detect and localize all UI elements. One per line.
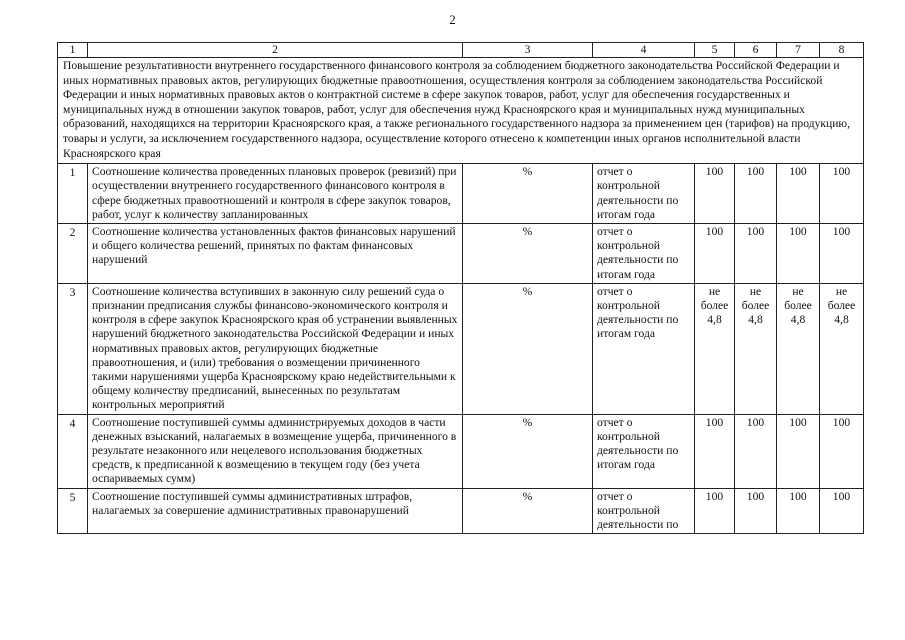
value-cell: 100 xyxy=(735,223,777,283)
value-cell: 100 xyxy=(695,488,735,534)
value-cell: 100 xyxy=(820,414,864,488)
row-number: 1 xyxy=(58,164,88,224)
source-cell: отчет о контрольной деятельности по итогам года xyxy=(593,223,695,283)
row-number: 2 xyxy=(58,223,88,283)
unit-cell: % xyxy=(463,414,593,488)
source-cell: отчет о контрольной деятельности по итогам года xyxy=(593,414,695,488)
table-row xyxy=(58,283,864,414)
source-cell: отчет о контрольной деятельности по xyxy=(593,488,695,534)
value-cell: 100 xyxy=(735,164,777,224)
value-cell: 100 xyxy=(695,414,735,488)
indicator-text: Соотношение количества проведенных плановых проверок (ревизий) при осуществлении внутреннего государственного финансового контроля в сфере бюджетных правоотношений и контроля в сфере закупок товаров, работ, услуг к количеству запланированных xyxy=(88,164,463,224)
table-row xyxy=(58,488,864,534)
value-cell: не более 4,8 xyxy=(735,283,777,414)
page-number: 2 xyxy=(449,12,456,27)
value-cell: не более 4,8 xyxy=(695,283,735,414)
section-title: Повышение результативности внутреннего государственного финансового контроля за соблюдением бюджетного законодательства Российской Федерации и иных нормативных правовых актов, регулирующих бюджетные правоотношения, осуществления контроля за соблюдением законодательства Российской Федерации и иных нормативных правовых актов о контрактной системе в сфере закупок товаров, работ, услуг для обеспечения государственных и муниципальных нужд в отношении закупок товаров, работ, услуг для обеспечения нужд Красноярского края и муниципальных нужд муниципальных образований, находящихся на территории Красноярского края, а также регионального государственного надзора за применением цен (тарифов) на продукцию, товары и услуги, за исключением государственного надзора, осуществление которого отнесено к компетенции иных органов исполнительной власти Красноярского края xyxy=(58,58,864,164)
row-number: 3 xyxy=(58,283,88,414)
value-cell: 100 xyxy=(695,223,735,283)
value-cell: 100 xyxy=(777,488,820,534)
row-number: 5 xyxy=(58,488,88,534)
table-row xyxy=(58,164,864,224)
unit-cell: % xyxy=(463,488,593,534)
value-cell: не более 4,8 xyxy=(777,283,820,414)
header-cell-7: 7 xyxy=(777,43,820,58)
value-cell: 100 xyxy=(820,488,864,534)
row-number: 4 xyxy=(58,414,88,488)
indicator-text: Соотношение поступившей суммы администрируемых доходов в части денежных взысканий, налагаемых в возмещение ущерба, причиненного в результате незаконного или нецелевого использования бюджетных средств, к предписанной к возмещению в текущем году (без учета оспариваемых сумм) xyxy=(88,414,463,488)
value-cell: 100 xyxy=(820,164,864,224)
indicators-table xyxy=(57,42,864,534)
value-cell: 100 xyxy=(820,223,864,283)
unit-cell: % xyxy=(463,164,593,224)
indicator-text: Соотношение количества установленных фактов финансовых нарушений и общего количества решений, принятых по фактам финансовых нарушений xyxy=(88,223,463,283)
header-cell-2: 2 xyxy=(88,43,463,58)
value-cell: 100 xyxy=(735,414,777,488)
value-cell: 100 xyxy=(777,414,820,488)
table-row xyxy=(58,223,864,283)
indicator-text: Соотношение поступившей суммы административных штрафов, налагаемых за совершение административных правонарушений xyxy=(88,488,463,534)
header-cell-4: 4 xyxy=(593,43,695,58)
table-row xyxy=(58,414,864,488)
value-cell: 100 xyxy=(777,164,820,224)
unit-cell: % xyxy=(463,283,593,414)
header-cell-6: 6 xyxy=(735,43,777,58)
section-row xyxy=(58,58,864,164)
header-cell-1: 1 xyxy=(58,43,88,58)
header-cell-5: 5 xyxy=(695,43,735,58)
value-cell: 100 xyxy=(735,488,777,534)
header-row xyxy=(58,43,864,58)
source-cell: отчет о контрольной деятельности по итогам года xyxy=(593,283,695,414)
value-cell: 100 xyxy=(777,223,820,283)
header-cell-3: 3 xyxy=(463,43,593,58)
source-cell: отчет о контрольной деятельности по итогам года xyxy=(593,164,695,224)
unit-cell: % xyxy=(463,223,593,283)
indicator-text: Соотношение количества вступивших в законную силу решений суда о признании предписания службы финансово-экономического контроля и контроля в сфере закупок Красноярского края об устранении выявленных нарушений бюджетного законодательства Российской Федерации и иных нормативных правовых актов, регулирующих бюджетные правоотношения, и (или) требования о возмещении причиненного такими нарушениями ущерба Красноярскому краю недействительными к общему количеству предписаний, вынесенных по результатам контрольных мероприятий xyxy=(88,283,463,414)
value-cell: 100 xyxy=(695,164,735,224)
value-cell: не более 4,8 xyxy=(820,283,864,414)
header-cell-8: 8 xyxy=(820,43,864,58)
